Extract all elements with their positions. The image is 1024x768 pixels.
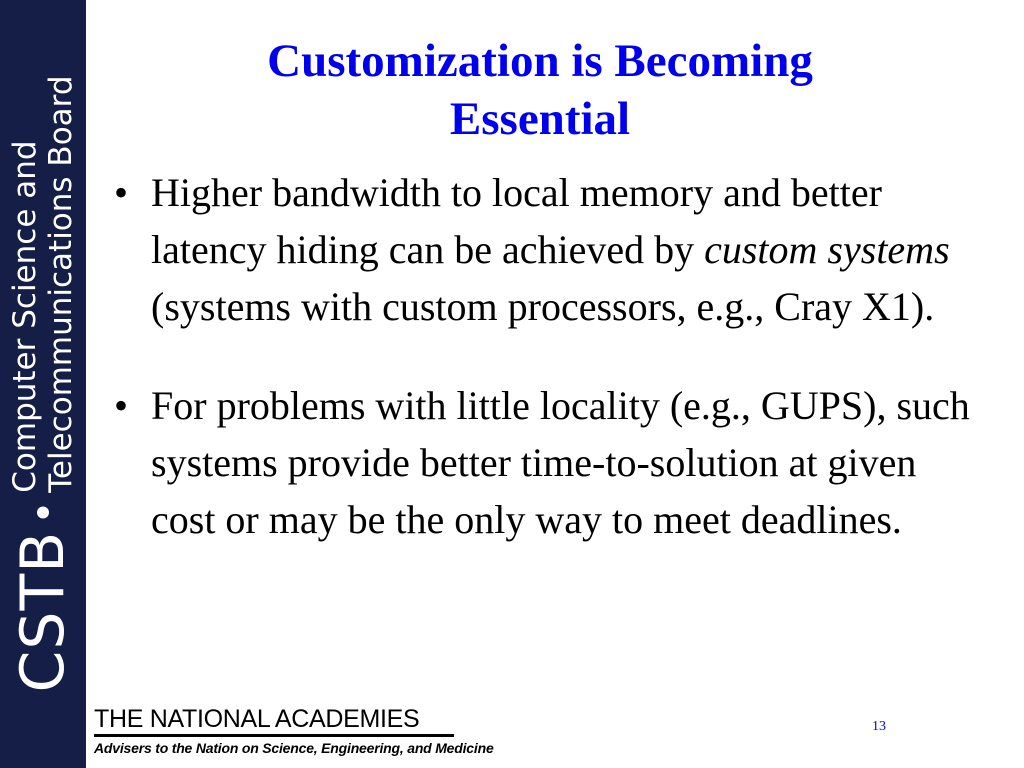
- bullet-text: For problems with little locality (e.g., GUPS), such systems provide better time-to-solution at given cost or may be the only way to meet deadlines.: [151, 383, 970, 542]
- slide-title-line1: Customization is Becoming: [267, 35, 813, 87]
- slide-title: [120, 32, 960, 148]
- cstb-name-line2: Telecommunications Board: [43, 75, 79, 493]
- cstb-logo: [7, 75, 79, 692]
- cstb-acronym: CSTB: [8, 530, 78, 693]
- slide-title-line2: Essential: [449, 93, 631, 145]
- bullet-item: [110, 377, 970, 548]
- logo-divider: [94, 734, 454, 737]
- bullet-icon: •: [114, 170, 129, 215]
- bullet-text-part2: (systems with custom processors, e.g., Cray X1).: [151, 284, 935, 329]
- bullet-emphasis: custom systems: [704, 227, 950, 272]
- bullet-text-part1: Higher bandwidth to local memory and better latency hiding can be achieved by: [151, 170, 882, 272]
- national-academies-logo: [94, 706, 494, 756]
- cstb-sidebar: [0, 0, 86, 768]
- bullet-list: [110, 164, 970, 548]
- cstb-name-line1: Computer Science and: [7, 140, 43, 493]
- bullet-icon: •: [114, 383, 129, 428]
- logo-org-name: THE NATIONAL ACADEMIES: [94, 705, 420, 733]
- cstb-full-name: [7, 75, 79, 492]
- bullet-dot-icon: [37, 507, 49, 519]
- bullet-item: [110, 164, 970, 335]
- logo-tagline: Advisers to the Nation on Science, Engineering, and Medicine: [94, 740, 494, 756]
- page-number: 13: [872, 719, 886, 734]
